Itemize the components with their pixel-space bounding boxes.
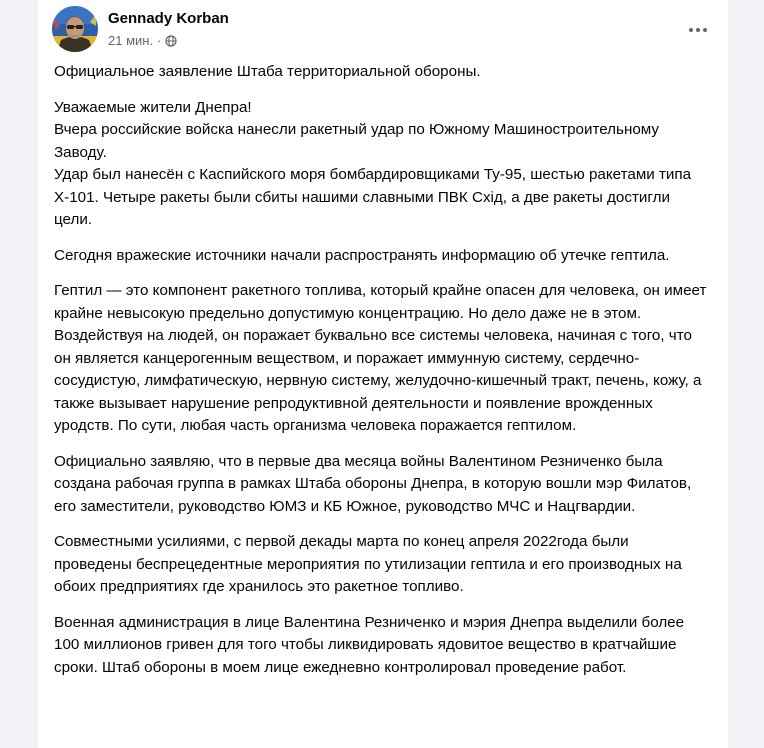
post-card: [38, 0, 728, 748]
paragraph-title: Официальное заявление Штаба территориальной обороны.: [54, 63, 481, 80]
paragraph-heptyl: Гептил — это компонент ракетного топлива, который крайне опасен для человека, он имеет крайне невысокую предельно допустимую концентрацию. Но дело даже не в этом. Воздействуя на людей, он поражает буквально все системы человека, начиная с того, что он является канцерогенным веществом, и поражает иммунную систему, сердечно-сосудистую, лимфатическую, нервную систему, желудочно-кишечный тракт, печень, кожу, а также вызывает нарушение репродуктивной деятельности и появление врожденных уродств. По сути, любая часть организма человека поражается гептилом.: [54, 282, 707, 434]
more-options-icon: [688, 27, 708, 33]
globe-icon[interactable]: [165, 35, 177, 47]
post-header: [52, 6, 716, 52]
paragraph-disposal: Совместными усилиями, с первой декады марта по конец апреля 2022года были проведены беспрецедентные мероприятия по утилизации гептила и его производных на обоих предприятиях где хранилось это ракетное топливо.: [54, 533, 682, 595]
avatar[interactable]: [52, 6, 98, 52]
paragraph-greeting: Уважаемые жители Днепра! Вчера российские войска нанесли ракетный удар по Южному Машиностроительному Заводу. Удар был нанесён с Каспийского моря бомбардировщиками Ту-95, шестью ракетами типа Х-101. Четыре ракеты были сбиты нашими славными ПВК Схід, а две ракеты достигли цели.: [54, 98, 692, 228]
author-name[interactable]: Gennady Korban: [108, 10, 229, 27]
post-text: [54, 61, 710, 692]
avatar-image: [52, 6, 98, 52]
paragraph-funding: Военная администрация в лице Валентина Резниченко и мэрия Днепра выделили более 100 миллионов гривен для того чтобы ликвидировать ядовитое вещество в кратчайшие сроки. Штаб обороны в моем лице ежедневно контролировал проведение работ.: [54, 613, 685, 676]
post-meta: [108, 33, 177, 48]
more-options-button[interactable]: [680, 12, 716, 48]
post-time[interactable]: 21 мин.: [108, 33, 154, 48]
paragraph-working-group: Официально заявляю, что в первые два месяца войны Валентином Резниченко была создана рабочая группа в рамках Штаба обороны Днепра, в которую вошли мэр Филатов, его заместители, руководство ЮМЗ и КБ Южное, руководство МЧС и Нацгвардии.: [54, 452, 692, 515]
paragraph-rumor: Сегодня вражеские источники начали распространять информацию об утечке гептила.: [54, 246, 670, 264]
meta-separator: ·: [157, 33, 162, 48]
